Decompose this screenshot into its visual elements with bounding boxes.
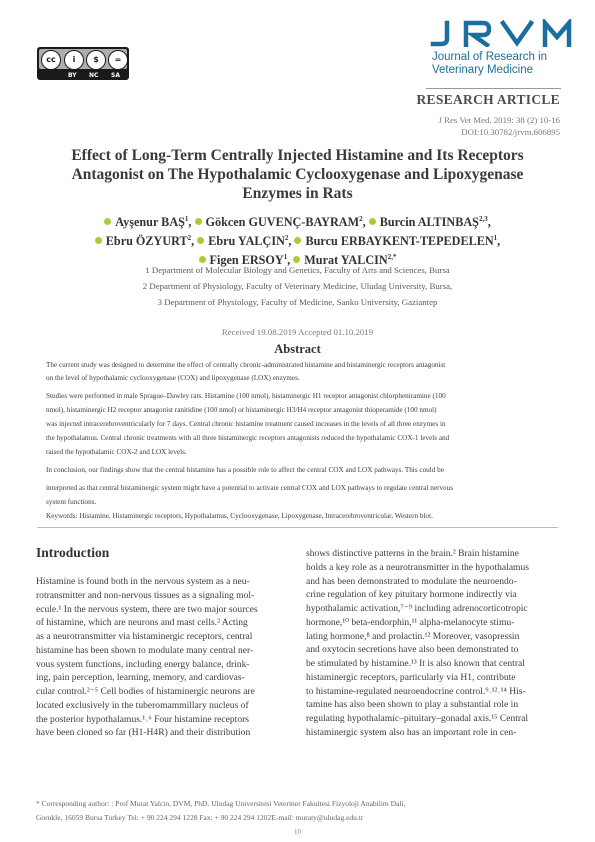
citation: J Res Vet Med. 2019: 38 (2) 10-16	[438, 115, 560, 125]
abstract-heading: Abstract	[274, 342, 321, 356]
attribution-icon: i	[64, 50, 84, 70]
footnote-line-2: Gorukle, 16059 Bursa Turkey Tel: + 90 224 294 1228 Fax: + 90 224 294 1202E-mail: muraty@uludag.edu.tr	[36, 813, 364, 822]
author-separator: ,	[191, 234, 198, 249]
author-line-1	[40, 211, 555, 230]
author-name: Figen ERSOY	[209, 253, 284, 268]
affiliation-2: 2 Department of Physiology, Faculty of Veterinary Medicine, Uludag University, Bursa,	[142, 281, 453, 291]
license-label-nc: NC	[89, 72, 99, 79]
author-separator: ,	[487, 215, 491, 230]
orcid-icon[interactable]	[104, 218, 111, 225]
body-text-line: hypothalamic activation,⁷⁻⁹ including adrenocorticotropic	[306, 603, 528, 614]
body-text-line: vous system functions, including energy balance, drink-	[36, 658, 250, 670]
body-text-line: ing, pain perception, learning, memory, and cardiovas-	[36, 672, 245, 684]
author	[195, 215, 369, 229]
page-number: 10	[294, 828, 301, 836]
author-separator: ,	[362, 215, 369, 230]
body-text-line: be stimulated by histamine.¹³ It is also known that central	[306, 658, 525, 669]
author	[294, 234, 500, 248]
header-divider	[426, 88, 561, 89]
author	[197, 234, 294, 248]
orcid-icon[interactable]	[294, 237, 301, 244]
author-affiliation-mark: 2,3	[478, 215, 488, 223]
author-separator: ,	[188, 215, 195, 230]
author-name: Ebru YALÇIN	[208, 234, 285, 249]
jrvm-logo	[429, 19, 574, 47]
body-text-line: rotransmitter and non-nervous tissues as a signaling mol-	[36, 589, 255, 601]
abstract-line: raised the hypothalamic COX-2 and LOX levels.	[46, 448, 187, 456]
body-text-line: of histamine, which are neurons and mast cells.² Acting	[36, 617, 248, 629]
cc-icon: cc	[41, 50, 61, 70]
journal-name-line2: Veterinary Medicine	[432, 64, 533, 76]
journal-name-line1: Journal of Research in	[432, 51, 548, 63]
abstract-line: interpreted as that central histaminergic system might have a potential to activate central COX and LOX pathways to regulate central nervous	[46, 484, 454, 492]
body-text-line: Histamine is found both in the nervous system as a neu-	[36, 576, 250, 587]
abstract-line: the hypothalamus. Central chronic treatments with all three histaminergic receptors antagonists reduced the hypothalamic COX-1 levels and	[46, 434, 450, 442]
orcid-icon[interactable]	[293, 256, 300, 263]
orcid-icon[interactable]	[199, 256, 206, 263]
author-affiliation-mark: 2,*	[387, 253, 397, 262]
orcid-icon[interactable]	[95, 237, 102, 244]
body-text-line: ecule.¹ In the nervous system, there are two major sources	[36, 603, 258, 615]
author	[95, 234, 197, 248]
body-text-line: lating hormone,⁸ and prolactin.¹² Moreover, vasopressin	[306, 630, 520, 642]
affiliation-1: 1 Department of Molecular Biology and Genetics, Faculty of Arts and Sciences, Bursa	[145, 265, 450, 275]
author-name: Burcu ERBAYKENT-TEPEDELEN	[305, 234, 494, 249]
orcid-icon[interactable]	[369, 218, 376, 225]
author	[104, 215, 194, 229]
footnote-line-1: * Corresponding author: : Prof Murat Yalcin, DVM, PhD. Uludag Universitesi Veteriner Fakultesi Fizyoloji Anabilim Dali,	[36, 799, 406, 808]
author-name: Murat YALCIN	[304, 253, 388, 268]
author-line-2	[40, 230, 555, 249]
body-text-line: histamine has been shown to modulate many central ner-	[36, 644, 254, 656]
body-text-line: shows distinctive patterns in the brain.² Brain histamine	[306, 548, 519, 559]
body-text-line: the posterior hypothalamus.¹˒⁶ Four histamine receptors	[36, 713, 249, 725]
body-text-line: located exclusively in the tuberomammillary nucleus of	[36, 699, 249, 711]
body-text-line: as a neurotransmitter via histaminergic receptors, central	[36, 631, 253, 642]
orcid-icon[interactable]	[195, 218, 202, 225]
body-text-line: histaminergic receptors, particularly via H1, contribute	[306, 671, 516, 683]
right-column	[306, 547, 559, 740]
author-affiliation-mark: 2	[187, 234, 192, 243]
body-text-line: to histamine-regulated neuroendocrine control.⁹˒¹²˒¹⁴ His-	[306, 685, 526, 697]
body-text-line: and oxytocin secretions have also been demonstrated to	[306, 644, 519, 656]
body-text-line: and has been demonstrated to modulate the neuroendo-	[306, 575, 517, 587]
left-column	[36, 575, 291, 740]
author-affiliation-mark: 1	[283, 253, 288, 262]
author	[369, 215, 491, 229]
author-separator: ,	[288, 234, 295, 249]
license-label-sa: SA	[111, 72, 120, 79]
abstract-line: Keywords: Histamine, Histaminergic receptors, Hypothalamus, Cyclooxygenase, Lipoxygenase, Intracerebroventricular, Western blot.	[46, 512, 433, 520]
received-accepted-dates: Received 19.08.2019 Accepted 01.10.2019	[221, 327, 374, 337]
author-affiliation-mark: 1	[493, 234, 498, 243]
abstract-line: The current study was designed to determine the effect of centrally chronic-administrated histamine and histaminergic receptors antagonist	[46, 361, 446, 369]
author-name: Gökcen GUVENÇ-BAYRAM	[205, 215, 360, 230]
author-list	[40, 211, 555, 268]
body-text-line: hormone,¹⁰ beta-endorphin,¹¹ alpha-melanocyte stimu-	[306, 616, 515, 628]
body-text-line: histaminergic system also has an important role in cen-	[306, 726, 517, 738]
orcid-icon[interactable]	[197, 237, 204, 244]
cc-license-badge	[37, 47, 129, 80]
body-text-line: cular control.²⁻⁵ Cell bodies of histaminergic neurons are	[36, 686, 255, 697]
abstract-line: Studies were performed in male Sprague–Dawley rats. Histamine (100 nmol), histaminergic H1 receptor antagonist chlorpheniramine (100	[46, 392, 446, 400]
author-separator: ,	[287, 253, 294, 268]
noncommercial-icon: $	[86, 50, 106, 70]
doi[interactable]: DOI:10.30782/jrvm.606895	[461, 127, 560, 137]
body-text-line: crine regulation of key pituitary hormone indirectly via	[306, 589, 517, 601]
abstract-line: In conclusion, our findings show that the central histamine has a possible role to affect the central COX and LOX pathways. This could be	[46, 466, 444, 474]
article-title: Effect of Long-Term Centrally Injected Histamine and Its Receptors Antagonist on The Hypothalamic Cyclooxygenase and Lipoxygenase Enzymes in Rats	[71, 147, 524, 202]
body-text-line: holds a key role as a neurotransmitter in the hypothalamus	[306, 561, 529, 573]
author-name: Ebru ÖZYURT	[105, 234, 188, 249]
affiliation-3: 3 Department of Physiology, Faculty of Medicine, Sanko University, Gaziantep	[157, 297, 438, 307]
author-separator: ,	[497, 234, 501, 249]
author-affiliation-mark: 2	[359, 215, 363, 223]
abstract-line: system functions.	[46, 498, 97, 506]
introduction-heading: Introduction	[36, 545, 110, 560]
author-name: Ayşenur BAŞ	[115, 215, 185, 230]
section-divider	[37, 527, 558, 528]
abstract-line: nmol), histaminergic H2 receptor antagonist ranitidine (100 nmol) or histaminergic H3/H4 receptor antagonist thioperamide (100 nmol)	[46, 406, 437, 414]
body-text-line: tamine has also been shown to play a substantial role in	[306, 699, 519, 711]
author-name: Burcin ALTINBAŞ	[379, 215, 479, 230]
body-text-line: regulating hypothalamic–pituitary–gonadal axis.¹⁵ Central	[306, 713, 528, 724]
article-type: RESEARCH ARTICLE	[416, 92, 560, 107]
body-text-line: have been cloned so far (H1-H4R) and their distribution	[36, 727, 251, 739]
author-affiliation-mark: 1	[184, 215, 189, 223]
sharealike-icon: =	[108, 50, 128, 70]
license-label-by: BY	[68, 72, 77, 79]
author-affiliation-mark: 2	[284, 234, 289, 243]
abstract-line: was injected intracerebroventricularly for 7 days. Central chronic histamine treatment caused increases in the levels of all three enzymes in	[46, 420, 446, 428]
abstract-line: on the level of hypothalamic cyclooxygenase (COX) and lipoxygenase (LOX) enzymes.	[46, 374, 300, 382]
